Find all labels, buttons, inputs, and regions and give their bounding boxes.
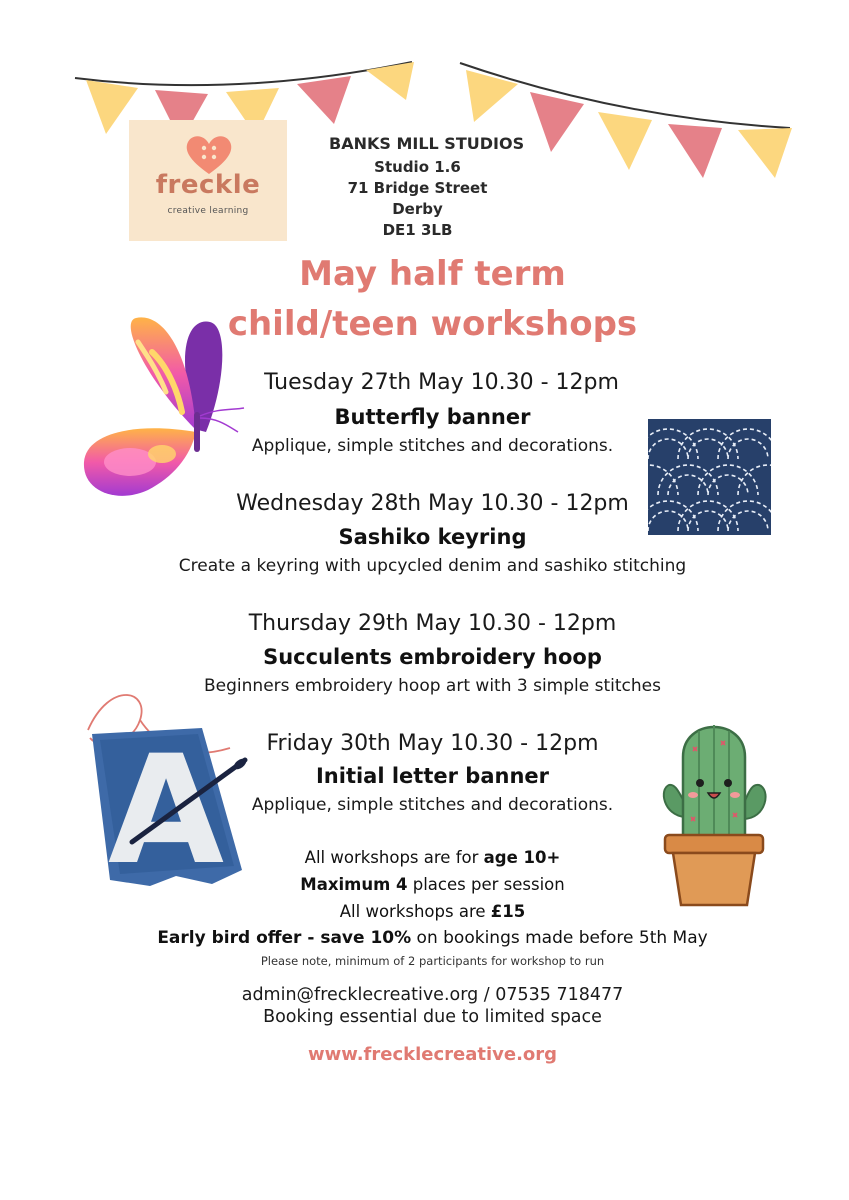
contact-line: admin@frecklecreative.org / 07535 718477 [241, 985, 624, 1005]
workshop-2-date: Wednesday 28th May 10.30 - 12pm [236, 491, 629, 516]
workshop-1-description: Applique, simple stitches and decorations. [251, 436, 614, 456]
address-studio: Studio 1.6 [374, 158, 461, 176]
workshop-3-name: Succulents embroidery hoop [263, 645, 602, 669]
address-city: Derby [392, 200, 443, 218]
workshop-4-date: Friday 30th May 10.30 - 12pm [266, 731, 599, 756]
price-value: £15 [490, 902, 526, 921]
workshop-3-description: Beginners embroidery hoop art with 3 simple stitches [204, 676, 661, 696]
workshop-2-description: Create a keyring with upcycled denim and sashiko stitching [178, 556, 687, 576]
letter-a-text: A [107, 724, 225, 896]
early-bird-info [8, 928, 849, 948]
page-title-line1: May half term [299, 254, 566, 294]
page-title-line2: child/teen workshops [227, 304, 638, 344]
max-places-value: Maximum 4 [300, 875, 408, 894]
workshop-4-description: Applique, simple stitches and decorations. [251, 795, 614, 815]
logo-tagline: creative learning [167, 206, 249, 216]
workshop-1-date: Tuesday 27th May 10.30 - 12pm [264, 370, 619, 395]
age-value: age 10+ [483, 848, 561, 867]
booking-note: Booking essential due to limited space [263, 1007, 602, 1027]
address-postcode: DE1 3LB [382, 221, 453, 239]
early-bird-terms: on bookings made before 5th May [411, 928, 708, 948]
participants-note: Please note, minimum of 2 participants for workshop to run [260, 954, 605, 968]
age-prefix: All workshops are for [304, 848, 484, 867]
price-prefix: All workshops are [339, 902, 491, 921]
workshop-4-name: Initial letter banner [315, 764, 549, 788]
logo-brand: freckle [155, 170, 261, 200]
places-info [8, 875, 849, 894]
freckle-logo [129, 120, 287, 241]
price-info [8, 902, 849, 921]
address-street: 71 Bridge Street [347, 179, 488, 197]
early-bird-offer: Early bird offer - save 10% [157, 928, 412, 948]
max-places-suffix: places per session [407, 875, 565, 894]
workshop-3-date: Thursday 29th May 10.30 - 12pm [248, 611, 617, 636]
website-link[interactable]: www.frecklecreative.org [307, 1044, 558, 1065]
workshop-1-name: Butterfly banner [334, 405, 531, 429]
age-info [8, 848, 849, 867]
workshop-2-name: Sashiko keyring [338, 525, 527, 549]
studio-name: BANKS MILL STUDIOS [329, 134, 525, 153]
